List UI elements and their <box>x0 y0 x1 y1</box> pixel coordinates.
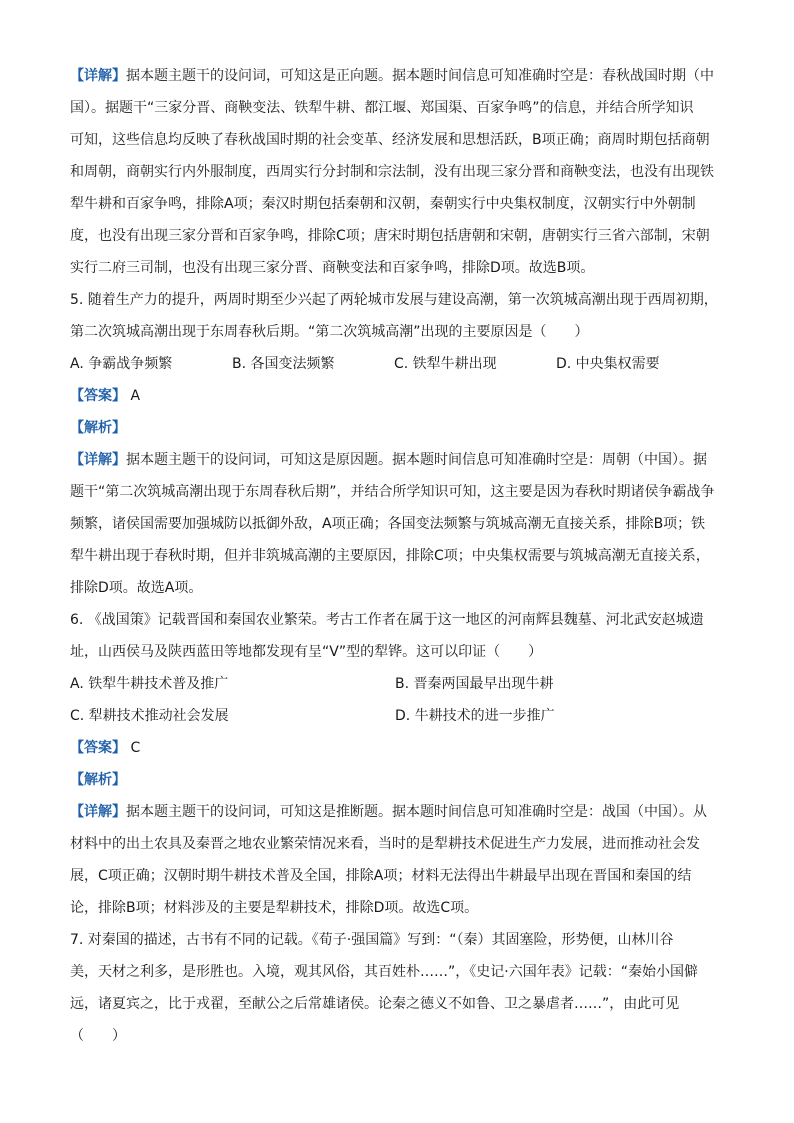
q5-detail-line: 题干“第二次筑城高潮出现于东周春秋后期”，并结合所学知识可知，这主要是因为春秋时期诸侯争霸战争 <box>70 484 715 500</box>
analysis-tag: 【解析】 <box>70 420 126 436</box>
q4-detail-line: 犁牛耕和百家争鸣，排除A项；秦汉时期包括秦朝和汉朝，秦朝实行中央集权制度，汉朝实行中外朝制 <box>70 196 696 212</box>
q6-option-c: C. 犁耕技术推动社会发展 <box>70 708 229 724</box>
detail-tag: 【详解】 <box>70 68 126 84</box>
q4-detail-line: 国）。据题干“三家分晋、商鞅变法、铁犁牛耕、都江堰、郑国渠、百家争鸣”的信息，并结合所学知识 <box>70 100 694 116</box>
q6-detail-line: 【详解】据本题主题干的设问词，可知这是推断题。据本题时间信息可知准确时空是：战国（中国）。从 <box>70 804 707 820</box>
q5-detail-line: 犁牛耕出现于春秋时期，但并非筑城高潮的主要原因，排除C项；中央集权需要与筑城高潮无直接关系， <box>70 548 710 564</box>
answer-tag: 【答案】 <box>70 740 126 756</box>
detail-tag: 【详解】 <box>70 804 126 820</box>
q6-detail-line: 论，排除B项；材料涉及的主要是犁耕技术，排除D项。故选C项。 <box>70 900 479 916</box>
q6-detail-line: 材料中的出土农具及秦晋之地农业繁荣情况来看，当时的是犁耕技术促进生产力发展，进而推动社会发 <box>70 836 700 852</box>
q4-detail-line: 【详解】据本题主题干的设问词，可知这是正向题。据本题时间信息可知准确时空是：春秋战国时期（中 <box>70 68 714 84</box>
q6-answer <box>70 732 730 764</box>
q5-options <box>70 348 730 380</box>
q6-answer-value: C <box>130 740 141 756</box>
q4-detail-line: 实行二府三司制，也没有出现三家分晋、商鞅变法和百家争鸣，排除D项。故选B项。 <box>70 260 595 276</box>
q6-option-d: D. 牛耕技术的进一步推广 <box>395 708 555 724</box>
q5-answer <box>70 380 730 412</box>
q5-analysis-heading <box>70 412 730 444</box>
q5-stem-line: 第二次筑城高潮出现于东周春秋后期。“第二次筑城高潮”出现的主要原因是（ ） <box>70 324 589 340</box>
q6-detail-line: 展，C项正确；汉朝时期牛耕技术普及全国，排除A项；材料无法得出牛耕最早出现在晋国和秦国的结 <box>70 868 692 884</box>
q4-detail-line: 可知，这些信息均反映了春秋战国时期的社会变革、经济发展和思想活跃，B项正确；商周时期包括商朝 <box>70 132 710 148</box>
q5-detail-line: 频繁，诸侯国需要加强城防以抵御外敌，A项正确；各国变法频繁与筑城高潮无直接关系，排除B项；铁 <box>70 516 706 532</box>
q5-detail-line: 【详解】据本题主题干的设问词，可知这是原因题。据本题时间信息可知准确时空是：周朝（中国）。据 <box>70 452 707 468</box>
q5-answer-value: A <box>130 388 141 404</box>
q5-detail-line: 排除D项。故选A项。 <box>70 580 203 596</box>
q6-options-row <box>70 668 730 700</box>
answer-tag: 【答案】 <box>70 388 126 404</box>
q6-option-b: B. 晋秦两国最早出现牛耕 <box>395 676 554 692</box>
q6-analysis-heading <box>70 764 730 796</box>
q7-stem-line: （ ） <box>70 1028 126 1044</box>
q6-options-row <box>70 700 730 732</box>
q4-detail-line: 度，也没有出现三家分晋和百家争鸣，排除C项；唐宋时期包括唐朝和宋朝，唐朝实行三省六部制，宋朝 <box>70 228 710 244</box>
document-content <box>70 60 730 1052</box>
q5-option-c: C. 铁犁牛耕出现 <box>394 356 497 372</box>
analysis-tag: 【解析】 <box>70 772 126 788</box>
q5-option-d: D. 中央集权需要 <box>556 356 660 372</box>
q6-stem-line: 6. 《战国策》记载晋国和秦国农业繁荣。考古工作者在属于这一地区的河南辉县魏墓、河北武安赵城遗 <box>70 612 704 628</box>
q5-option-a: A. 争霸战争频繁 <box>70 356 173 372</box>
q6-option-a: A. 铁犁牛耕技术普及推广 <box>70 676 229 692</box>
q5-stem-line: 5. 随着生产力的提升，两周时期至少兴起了两轮城市发展与建设高潮，第一次筑城高潮出现于西周初期， <box>70 292 718 308</box>
q4-detail-line: 和周朝，商朝实行内外服制度，西周实行分封制和宗法制，没有出现三家分晋和商鞅变法，也没有出现铁 <box>70 164 714 180</box>
q7-stem-line: 7. 对秦国的描述，古书有不同的记载。《荀子·强国篇》写到：“（秦）其固塞险，形势便，山林川谷 <box>70 932 674 948</box>
detail-tag: 【详解】 <box>70 452 126 468</box>
q5-option-b: B. 各国变法频繁 <box>232 356 335 372</box>
q6-stem-line: 址，山西侯马及陕西蓝田等地都发现有呈“V”型的犁铧。这可以印证（ ） <box>70 644 543 660</box>
q7-stem-line: 美，天材之利多，是形胜也。入境，观其风俗，其百姓朴……”，《史记·六国年表》记载：“秦始小国僻 <box>70 964 698 980</box>
q7-stem-line: 远，诸夏宾之，比于戎翟，至献公之后常雄诸侯。论秦之德义不如鲁、卫之暴虐者……”，由此可见 <box>70 996 680 1012</box>
